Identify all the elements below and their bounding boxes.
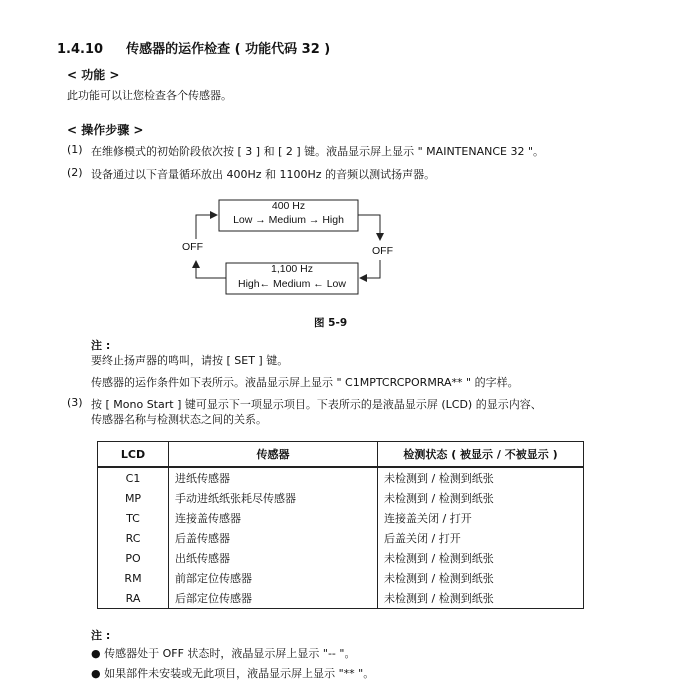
step-2-number: (2) [67,166,83,179]
arrow-top-to-off-right [358,215,380,240]
cell-state: 未检测到 / 检测到纸张 [378,488,584,508]
cell-lcd: C1 [98,467,169,488]
figure-caption: 图 5-9 [314,317,348,329]
header-lcd: LCD [98,442,169,468]
table-row [98,508,584,528]
function-heading: < 功能 > [67,68,120,82]
section-number: 1.4.10 [57,42,104,57]
cell-state: 后盖关闭 / 打开 [378,528,584,548]
top-frequency-label: 400 Hz [271,200,306,212]
cell-state: 未检测到 / 检测到纸张 [378,467,584,488]
step-1-text: 在维修模式的初始阶段依次按 [ 3 ] 和 [ 2 ] 键。液晶显示屏上显示 " MAINTENANCE 32 "。 [91,145,545,158]
cell-lcd: PO [98,548,169,568]
header-sensor: 传感器 [169,442,378,468]
step-1-number: (1) [67,143,83,156]
note-1-line-1: 要终止扬声器的鸣叫，请按 [ SET ] 键。 [91,354,289,367]
cell-state: 连接盖关闭 / 打开 [378,508,584,528]
table-row [98,588,584,609]
step-2-text: 设备通过以下音量循环放出 400Hz 和 1100Hz 的音频以测试扬声器。 [91,168,436,181]
bottom-frequency-label: 1,100 Hz [270,263,314,275]
note-2-bullet-2: ● 如果部件未安装或无此项目，液晶显示屏上显示 "** "。 [91,667,375,680]
table-row [98,488,584,508]
cell-state: 未检测到 / 检测到纸张 [378,548,584,568]
off-label-left: OFF [182,241,203,253]
cell-sensor: 后盖传感器 [169,528,378,548]
arrow-off-right-to-bottom [360,260,380,278]
cell-lcd: TC [98,508,169,528]
step-3-line-2: 传感器名称与检测状态之间的关系。 [91,413,267,426]
cell-sensor: 连接盖传感器 [169,508,378,528]
cell-lcd: MP [98,488,169,508]
table-row [98,467,584,488]
lcd-sensor-table [97,441,584,609]
function-text: 此功能可以让您检查各个传感器。 [67,89,232,102]
cell-state: 未检测到 / 检测到纸张 [378,588,584,609]
procedure-heading: < 操作步骤 > [67,123,144,137]
table-row [98,528,584,548]
note-2-bullet-1: ● 传感器处于 OFF 状态时，液晶显示屏上显示 "-- "。 [91,647,356,660]
step-3-number: (3) [67,396,83,409]
bottom-volume-sequence: High← Medium ← Low [238,278,346,290]
cell-lcd: RC [98,528,169,548]
header-detection-state: 检测状态 ( 被显示 / 不被显示 ) [378,442,584,468]
top-volume-sequence: Low → Medium → High [233,214,344,226]
cell-sensor: 出纸传感器 [169,548,378,568]
cell-sensor: 手动进纸纸张耗尽传感器 [169,488,378,508]
arrow-off-left-to-top [196,215,217,239]
cell-sensor: 进纸传感器 [169,467,378,488]
table-row [98,568,584,588]
note-1-line-2: 传感器的运作条件如下表所示。液晶显示屏上显示 " C1MPTCRCPORMRA** " 的字样。 [91,376,519,389]
cell-state: 未检测到 / 检测到纸张 [378,568,584,588]
note-1-label: 注 : [91,339,111,352]
step-3-line-1: 按 [ Mono Start ] 键可显示下一项显示项目。下表所示的是液晶显示屏 (LCD) 的显示内容、 [91,398,542,411]
section-title: 传感器的运作检查 ( 功能代码 32 ) [126,42,331,57]
cell-lcd: RM [98,568,169,588]
table-header-row [98,442,584,468]
off-label-right: OFF [372,245,393,257]
table-row [98,548,584,568]
arrow-bottom-to-off-left [196,261,226,278]
cell-sensor: 后部定位传感器 [169,588,378,609]
note-2-label: 注 : [91,629,111,642]
cell-lcd: RA [98,588,169,609]
section-heading [57,38,330,57]
cell-sensor: 前部定位传感器 [169,568,378,588]
